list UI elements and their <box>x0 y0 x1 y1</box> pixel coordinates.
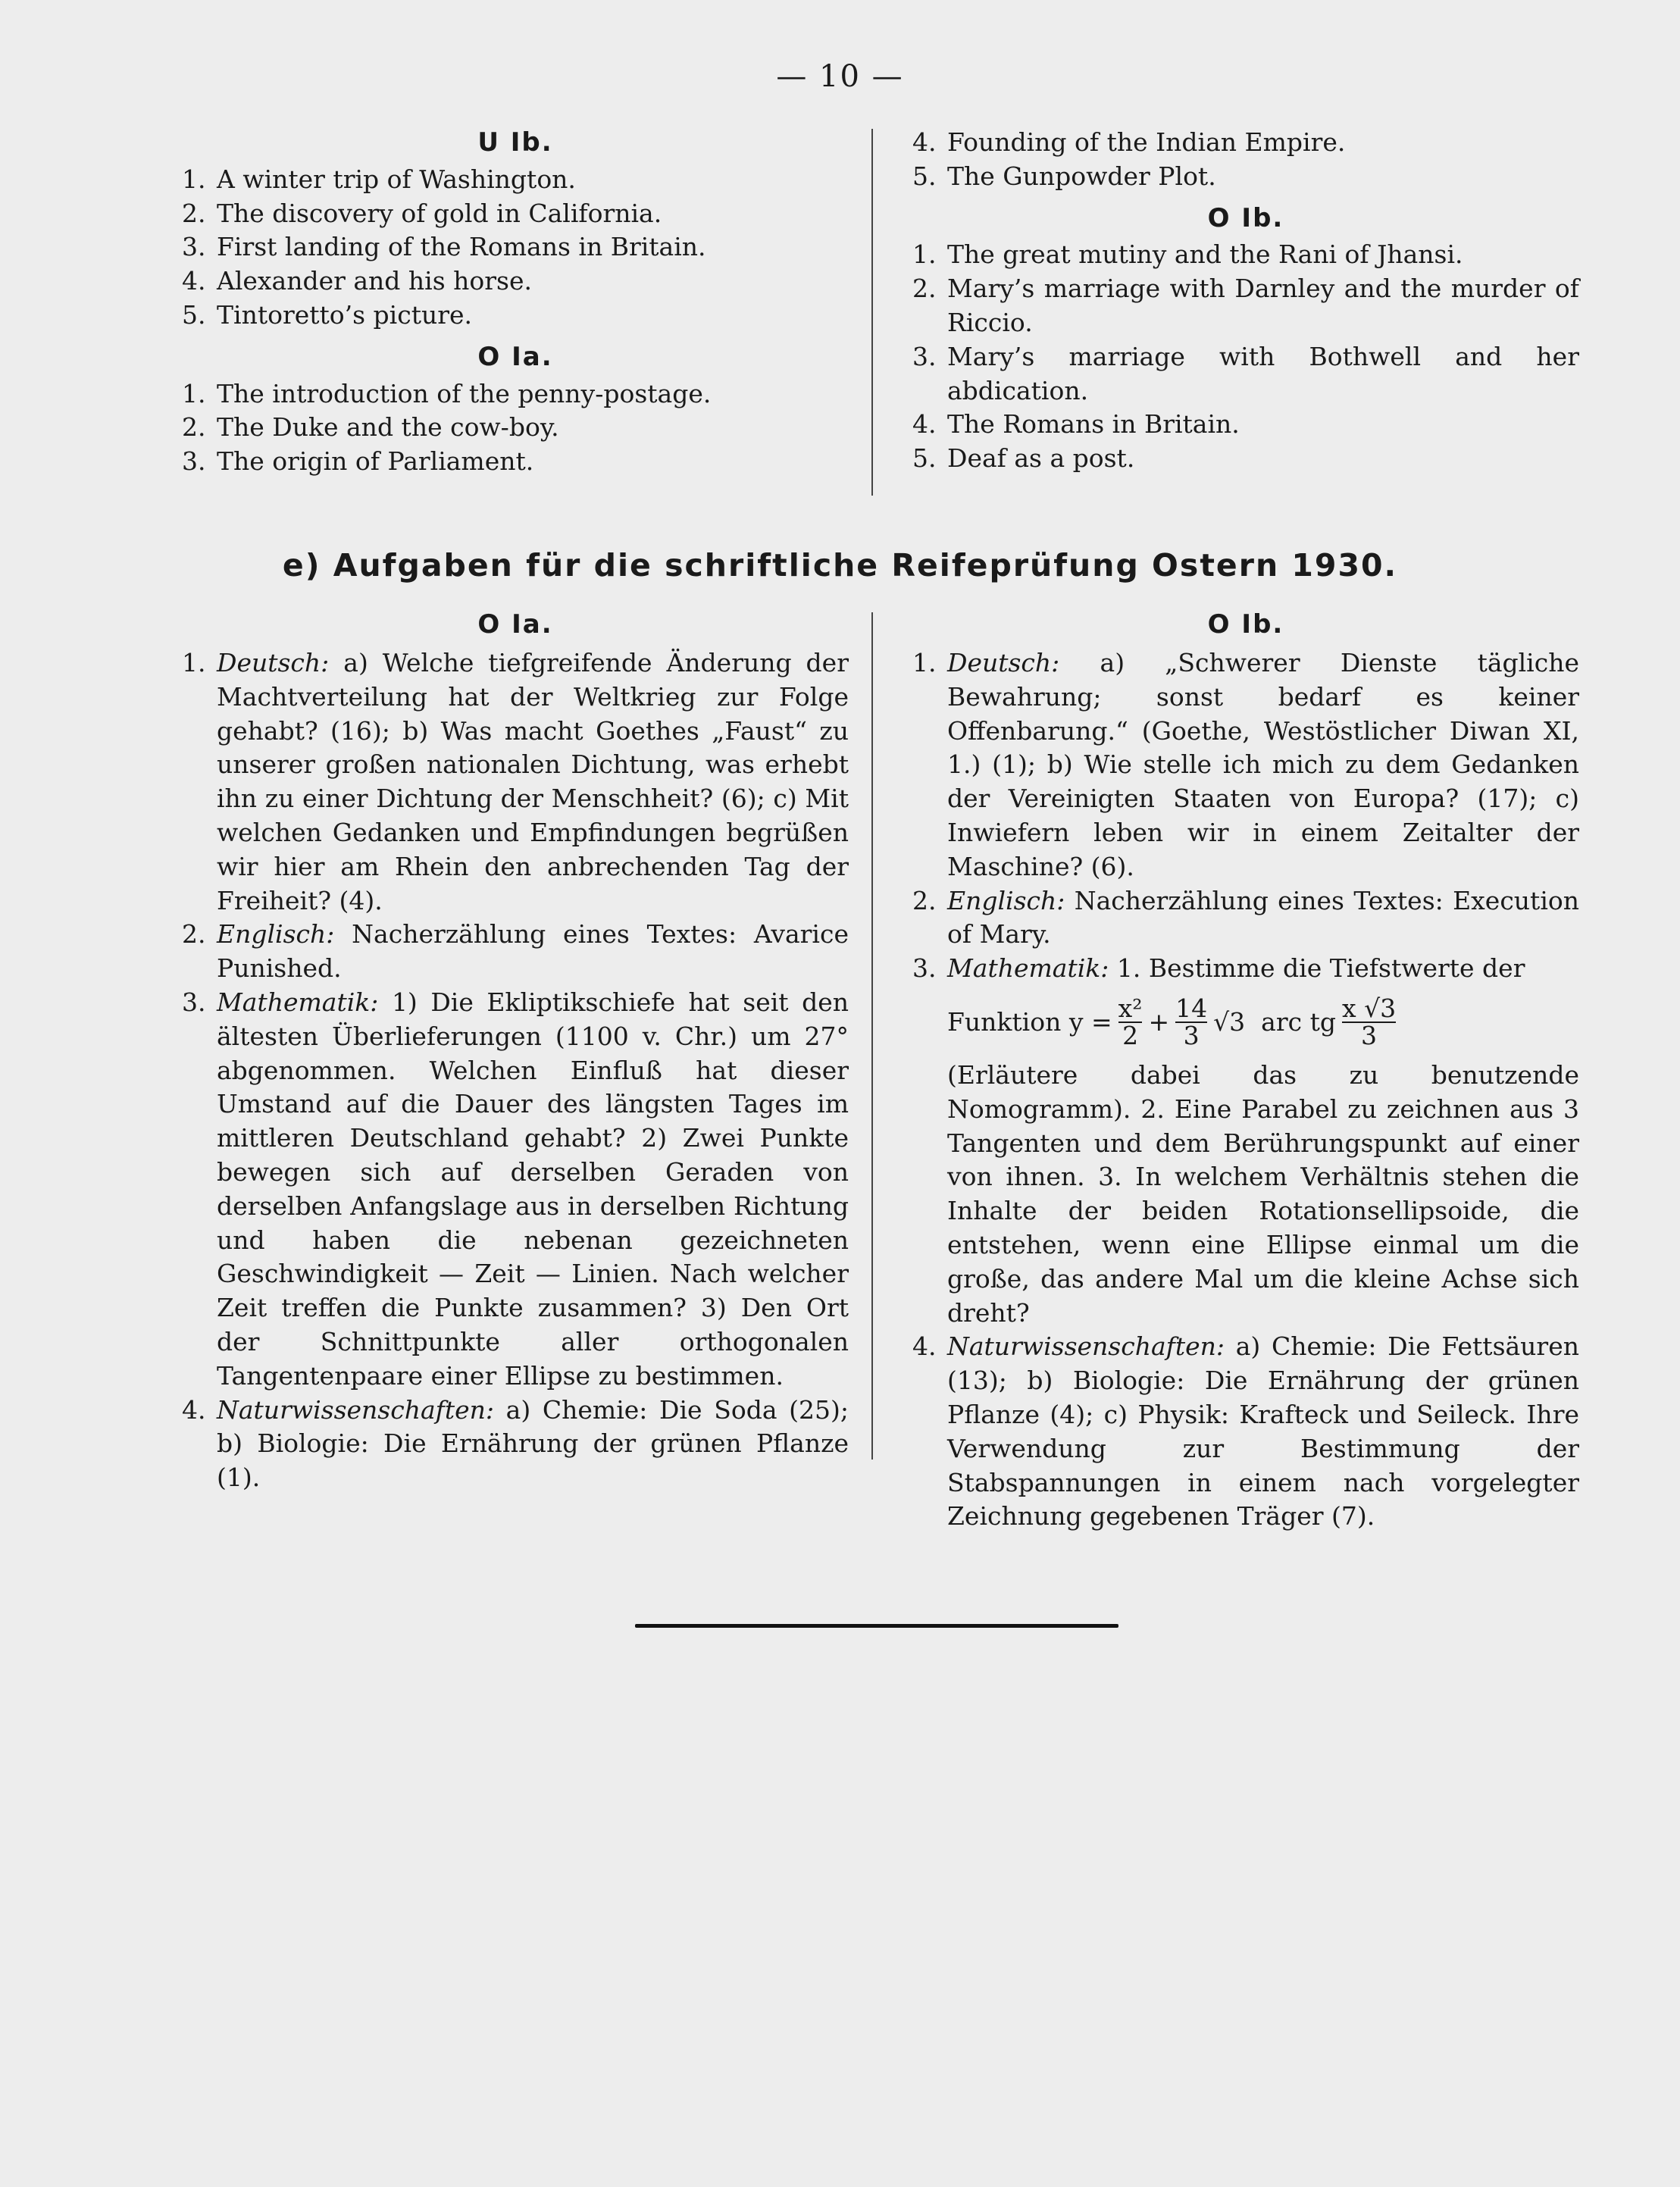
fraction-denominator: 3 <box>1361 1020 1378 1050</box>
list-item <box>182 197 849 231</box>
task-text: a) Welche tiefgreifende Änderung der Machtverteilung hat der Weltkrieg zur Folge gehabt? (16); b) Was macht Goethes „Faust“ zu unserer großen nationalen Dichtung, was erhebt ihn zu einer Dichtung der Menschheit? (6); c) Mit welchen Gedanken und Empfindungen begrüßen wir hier am Rhein den anbrechenden Tag der Freiheit? (4). <box>217 648 849 915</box>
item-text: First landing of the Romans in Britain. <box>217 232 706 262</box>
item-text: The Duke and the cow-boy. <box>217 412 559 443</box>
item-number: 4. <box>912 127 937 157</box>
lower-right-column <box>912 646 1579 1534</box>
item-number: 3. <box>182 987 206 1017</box>
item-text: The Gunpowder Plot. <box>947 161 1216 191</box>
fraction-14-over-3 <box>1175 993 1208 1050</box>
item-text: The origin of Parliament. <box>217 446 534 477</box>
exam-task-list <box>912 646 1579 1534</box>
exam-heading-o-ia: O Ia. <box>477 609 553 640</box>
exam-task <box>912 952 1579 1330</box>
item-text: The introduction of the penny-postage. <box>217 378 712 408</box>
list-item <box>912 272 1579 340</box>
item-number: 4. <box>182 266 206 296</box>
item-number: 1. <box>912 648 937 677</box>
exam-task <box>182 1394 849 1495</box>
lower-left-column <box>182 646 849 1495</box>
fraction-denominator: 3 <box>1183 1020 1200 1050</box>
item-text: Tintoretto’s picture. <box>217 299 473 330</box>
fraction-numerator: x √3 <box>1341 993 1397 1023</box>
closing-rule <box>635 1624 1118 1628</box>
item-number: 1. <box>912 239 937 270</box>
function-formula <box>947 986 1579 1059</box>
item-text: The great mutiny and the Rani of Jhansi. <box>947 239 1463 270</box>
item-text: The Romans in Britain. <box>947 409 1240 440</box>
item-text: The discovery of gold in California. <box>217 198 662 228</box>
list-item <box>182 411 849 445</box>
item-text: Founding of the Indian Empire. <box>947 127 1346 157</box>
subject-label: Naturwissenschaften: <box>217 1394 495 1425</box>
item-number: 3. <box>182 446 206 477</box>
list-item <box>182 264 849 299</box>
subject-label: Englisch: <box>217 919 335 950</box>
formula-prefix: Funktion <box>947 1006 1062 1037</box>
item-number: 2. <box>182 198 206 228</box>
subject-label: Deutsch: <box>217 648 330 677</box>
subject-label: Naturwissenschaften: <box>947 1331 1225 1362</box>
item-number: 2. <box>182 412 206 443</box>
item-number: 5. <box>912 443 937 474</box>
item-number: 5. <box>912 161 937 191</box>
exam-task <box>182 646 849 918</box>
item-text: Alexander and his horse. <box>217 266 532 296</box>
exam-task <box>182 986 849 1394</box>
item-number: 2. <box>182 919 206 950</box>
subject-label: Englisch: <box>947 885 1065 915</box>
list-item <box>912 238 1579 272</box>
upper-left-column <box>182 126 849 479</box>
list-item <box>182 230 849 264</box>
fraction-denominator: 2 <box>1122 1020 1139 1050</box>
item-number: 4. <box>912 409 937 440</box>
exam-task <box>912 1330 1579 1534</box>
fraction-numerator: 14 <box>1175 993 1208 1023</box>
topic-list <box>912 126 1579 194</box>
formula-arc-tg: arc tg <box>1261 1006 1336 1037</box>
formula-sqrt3: √3 <box>1213 1006 1246 1037</box>
item-number: 1. <box>182 648 206 677</box>
exam-heading-o-ib: O Ib. <box>1207 609 1284 640</box>
exam-task <box>912 646 1579 884</box>
list-item <box>912 442 1579 476</box>
list-item <box>182 299 849 333</box>
formula-plus: + <box>1148 1006 1170 1037</box>
list-item <box>912 340 1579 408</box>
section-title: e) Aufgaben für die schriftliche Reifeprüfung Ostern 1930. <box>282 547 1398 584</box>
group-heading-o-ia: O Ia. <box>477 341 553 372</box>
exam-task <box>182 918 849 986</box>
topic-list <box>912 238 1579 476</box>
column-divider-top <box>871 129 873 496</box>
item-number: 4. <box>912 1331 937 1362</box>
page-number: — 10 — <box>776 59 904 94</box>
task-text: (Erläutere dabei das zu benutzende Nomogramm). 2. Eine Parabel zu zeichnen aus 3 Tangenten und dem Berührungspunkt auf einer von ihnen. 3. In welchem Verhältnis stehen die Inhalte der beiden Rotationsellipsoide, die entstehen, wenn eine Ellipse einmal um die große, das andere Mal um die kleine Achse sich dreht? <box>947 1059 1579 1328</box>
list-item <box>182 377 849 411</box>
topic-list <box>182 377 849 479</box>
item-number: 3. <box>182 232 206 262</box>
item-number: 1. <box>182 164 206 194</box>
subject-label: Mathematik: <box>947 953 1109 984</box>
group-heading-o-ib: O Ib. <box>1207 202 1284 233</box>
item-number: 2. <box>912 274 937 304</box>
item-text: Deaf as a post. <box>947 443 1135 474</box>
subject-label: Deutsch: <box>947 648 1060 677</box>
item-number: 3. <box>912 953 937 984</box>
task-text: a) Chemie: Die Soda (25); b) Biologie: Die Ernährung der grünen Pflanze (1). <box>217 1394 849 1493</box>
item-text: Mary’s marriage with Darnley and the murder of Riccio. <box>947 274 1579 337</box>
formula-y-equals: y = <box>1068 1006 1112 1037</box>
column-divider-bottom <box>871 612 873 1460</box>
item-number: 5. <box>182 299 206 330</box>
upper-right-column <box>912 126 1579 476</box>
subject-label: Mathematik: <box>217 987 379 1017</box>
item-number: 1. <box>182 378 206 408</box>
task-text: a) Chemie: Die Fettsäuren (13); b) Biologie: Die Ernährung der grünen Pflanze (4); c) Physik: Krafteck und Seileck. Ihre Verwendung zur Bestimmung der Stabspannungen in einem nach vorgelegter Zeichnung gegebenen Träger (7). <box>947 1331 1579 1532</box>
list-item <box>912 160 1579 194</box>
fraction-x-sqrt3-over-3 <box>1341 993 1397 1050</box>
item-text: Mary’s marriage with Bothwell and her abdication. <box>947 341 1579 405</box>
group-heading-u-ib: U Ib. <box>477 127 553 158</box>
item-number: 3. <box>912 341 937 371</box>
exam-task <box>912 884 1579 953</box>
topic-list <box>182 163 849 333</box>
exam-task-list <box>182 646 849 1495</box>
item-number: 2. <box>912 885 937 915</box>
task-text: Nacherzählung eines Textes: Execution of Mary. <box>947 885 1579 950</box>
task-intro: 1. Bestimme die Tiefstwerte der <box>1116 953 1525 984</box>
fraction-x-squared-over-2 <box>1118 993 1143 1050</box>
item-number: 4. <box>182 1394 206 1425</box>
list-item <box>912 408 1579 442</box>
task-text: 1) Die Ekliptikschiefe hat seit den ältesten Überlieferungen (1100 v. Chr.) um 27° abgenommen. Welchen Einfluß hat dieser Umstand auf die Dauer des längsten Tages im mittleren Deutschland gehabt? 2) Zwei Punkte bewegen sich auf derselben Geraden von derselben Anfangslage aus in derselben Richtung und haben die nebenan gezeichneten Geschwindigkeit — Zeit — Linien. Nach welcher Zeit treffen die Punkte zusammen? 3) Den Ort der Schnittpunkte aller orthogonalen Tangentenpaare einer Ellipse zu bestimmen. <box>217 987 849 1391</box>
task-text: Nacherzählung eines Textes: Avarice Punished. <box>217 919 849 984</box>
fraction-numerator: x² <box>1118 993 1143 1023</box>
task-text: a) „Schwerer Dienste tägliche Bewahrung; sonst bedarf es keiner Offenbarung.“ (Goethe, Westöstlicher Diwan XI, 1.) (1); b) Wie stelle ich mich zu dem Gedanken der Vereinigten Staaten von Europa? (17); c) Inwiefern leben wir in einem Zeitalter der Maschine? (6). <box>947 648 1579 881</box>
item-text: A winter trip of Washington. <box>217 164 576 194</box>
list-item <box>182 163 849 197</box>
list-item <box>182 445 849 479</box>
list-item <box>912 126 1579 160</box>
